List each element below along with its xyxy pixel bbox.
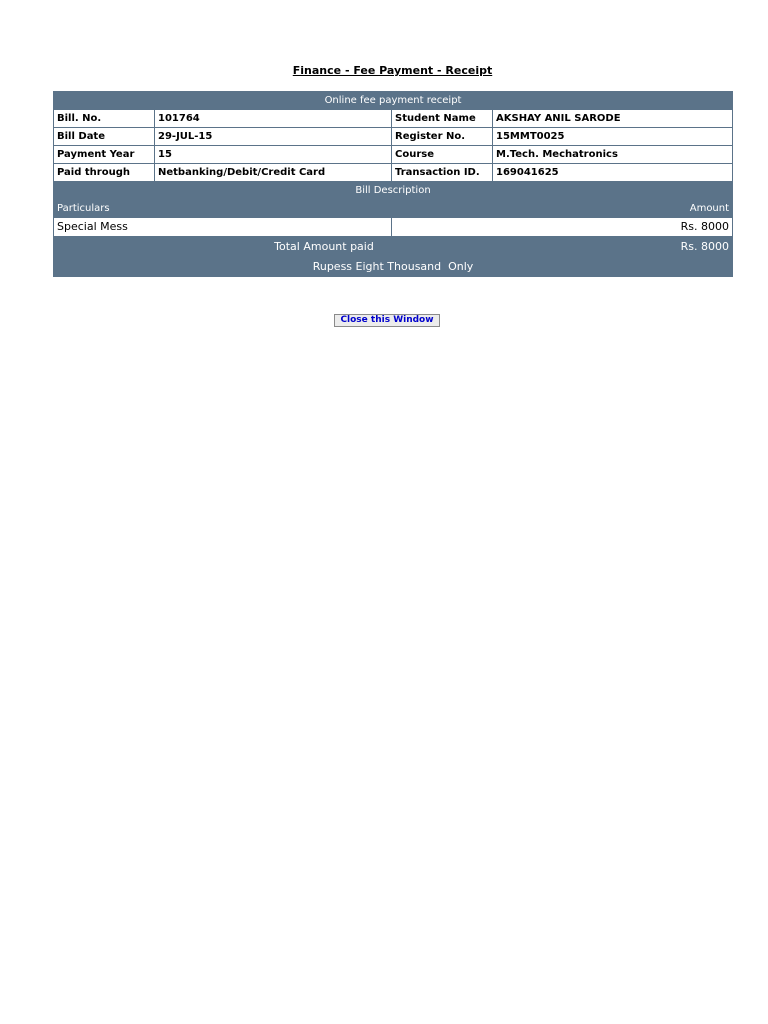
amount-in-words-row [54,257,733,277]
student-name-value: AKSHAY ANIL SARODE [493,110,733,128]
receipt-header: Online fee payment receipt [54,92,733,110]
transaction-id-label: Transaction ID. [392,164,493,182]
particulars-header: Particulars [54,200,392,218]
amount-header: Amount [392,200,733,218]
page-title: Finance - Fee Payment - Receipt [292,64,493,77]
detail-row-payment-year [54,146,733,164]
close-window-button[interactable]: Close this Window [334,314,440,327]
bill-item-row [54,218,733,237]
detail-row-paid-through [54,164,733,182]
receipt-table [53,91,733,277]
detail-row-bill-no [54,110,733,128]
course-value: M.Tech. Mechatronics [493,146,733,164]
bill-description-header: Bill Description [54,182,733,200]
bill-date-label: Bill Date [54,128,155,146]
payment-year-label: Payment Year [54,146,155,164]
transaction-id-value: 169041625 [493,164,733,182]
bill-no-value: 101764 [155,110,392,128]
register-no-value: 15MMT0025 [493,128,733,146]
item-amount: Rs. 8000 [392,218,733,237]
total-amount: Rs. 8000 [493,237,733,257]
course-label: Course [392,146,493,164]
total-label: Total Amount paid [54,237,493,257]
receipt-header-row [54,92,733,110]
detail-row-bill-date [54,128,733,146]
payment-year-value: 15 [155,146,392,164]
bill-description-row [54,182,733,200]
total-row [54,237,733,257]
student-name-label: Student Name [392,110,493,128]
paid-through-label: Paid through [54,164,155,182]
amount-in-words: Rupess Eight Thousand Only [54,257,733,277]
bill-date-value: 29-JUL-15 [155,128,392,146]
bill-columns-row [54,200,733,218]
item-particular: Special Mess [54,218,392,237]
bill-no-label: Bill. No. [54,110,155,128]
paid-through-value: Netbanking/Debit/Credit Card [155,164,392,182]
register-no-label: Register No. [392,128,493,146]
